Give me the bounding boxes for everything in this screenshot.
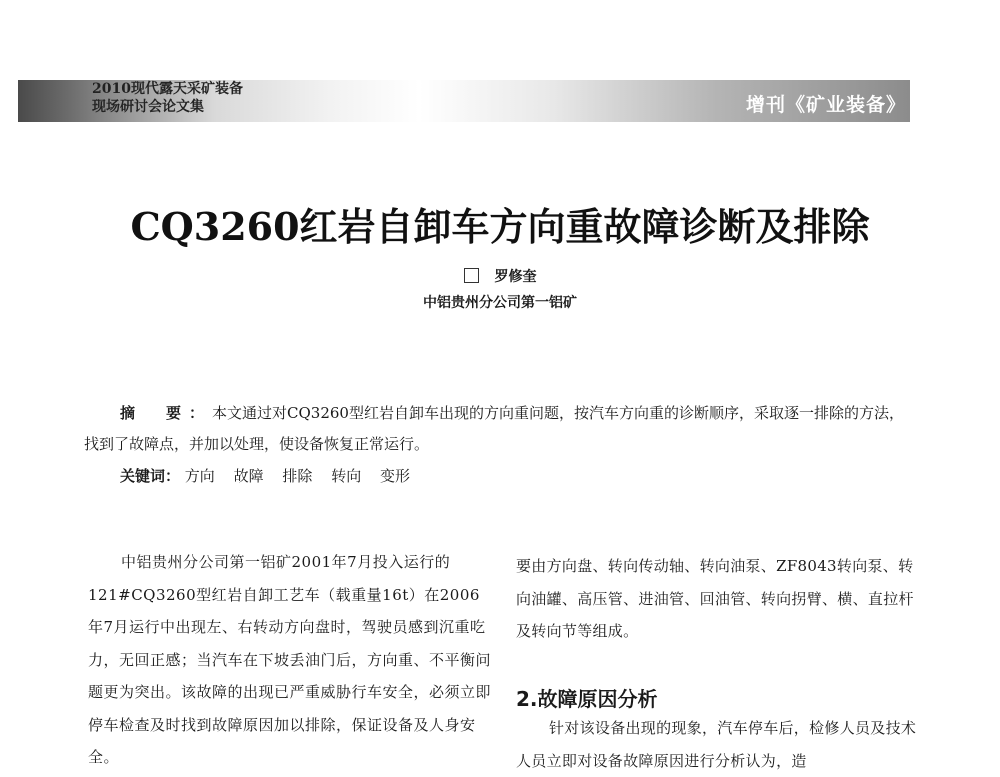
- body-right-paragraph: 要由方向盘、转向传动轴、转向油泵、ZF8043转向泵、转向油罐、高压管、进油管、回油管、转向拐臂、横、直拉杆及转向节等组成。: [516, 557, 914, 640]
- section-heading: 2.故障原因分析: [516, 687, 658, 711]
- keywords-label: 关键词：: [120, 467, 181, 485]
- keyword: 方向: [184, 467, 215, 485]
- journal-name: 增刊《矿业装备》: [745, 94, 906, 116]
- keyword: 故障: [233, 467, 264, 485]
- author-affiliation: 中铝贵州分公司第一铝矿: [423, 295, 577, 311]
- keyword: 变形: [379, 467, 410, 485]
- proceedings-title-line1: 2010现代露天采矿装备: [92, 81, 243, 97]
- paper-title: CQ3260红岩自卸车方向重故障诊断及排除: [130, 204, 870, 249]
- author-box-icon: [464, 268, 479, 283]
- abstract-text: 本文通过对CQ3260型红岩自卸车出现的方向重问题，按汽车方向重的诊断顺序，采取逐一排除的方法，找到了故障点，并加以处理，使设备恢复正常运行。: [84, 404, 904, 453]
- proceedings-title: [92, 80, 352, 116]
- body-left-column: 中铝贵州分公司第一铝矿2001年7月投入运行的121#CQ3260型红岩自卸工艺车（载重量16t）在2006年7月运行中出现左、右转动方向盘时，驾驶员感到沉重吃力，无回正感；当汽车在下坡丢油门后，方向重、不平衡问题更为突出。该故障的出现已严重威胁行车安全，必须立即停车检查及时找到故障原因加以排除，保证设备及人身安全。: [88, 553, 492, 766]
- keyword: 转向: [331, 467, 362, 485]
- abstract: [84, 398, 914, 460]
- body-right-paragraph: 针对该设备出现的现象，汽车停车后，检修人员及技术人员立即对设备故障原因进行分析认为，造: [516, 719, 917, 770]
- author-line: [0, 266, 1000, 286]
- keyword: 排除: [282, 467, 313, 485]
- abstract-label: 摘 要：: [120, 404, 213, 422]
- keywords: [120, 462, 820, 490]
- proceedings-title-line2: 现场研讨会论文集: [92, 99, 204, 115]
- author-name: 罗修奎: [494, 269, 537, 285]
